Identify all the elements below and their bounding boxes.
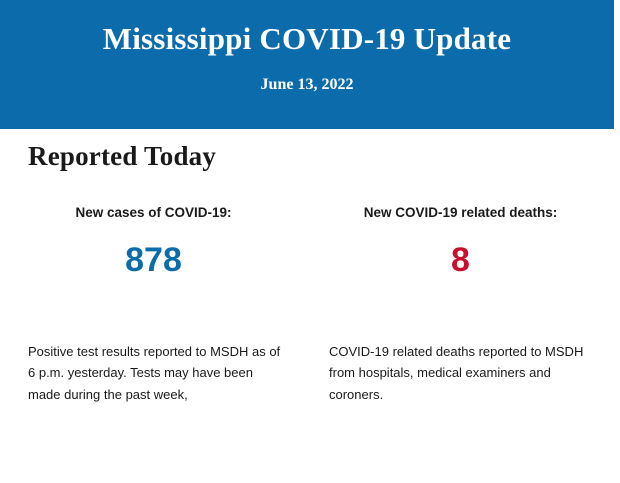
description-text-new-deaths: COVID-19 related deaths reported to MSDH from hospitals, medical examiners and coroners. xyxy=(329,344,584,402)
description-new-cases xyxy=(0,341,307,405)
stats-row xyxy=(0,205,614,280)
stat-value-new-deaths: 8 xyxy=(451,241,470,280)
report-date: June 13, 2022 xyxy=(260,76,354,94)
header-banner xyxy=(0,0,614,129)
stat-label-new-cases: New cases of COVID-19: xyxy=(75,205,232,220)
section-heading-reported-today: Reported Today xyxy=(28,141,217,171)
descriptions-row xyxy=(0,341,614,405)
stat-label-new-deaths: New COVID-19 related deaths: xyxy=(363,205,558,220)
stat-value-new-cases: 878 xyxy=(125,241,182,280)
stat-new-deaths xyxy=(307,205,614,280)
description-text-new-cases: Positive test results reported to MSDH as of 6 p.m. yesterday. Tests may have been made during the past week, xyxy=(28,344,281,402)
stat-new-cases xyxy=(0,205,307,280)
description-new-deaths xyxy=(307,341,614,405)
page-title: Mississippi COVID-19 Update xyxy=(102,21,512,56)
